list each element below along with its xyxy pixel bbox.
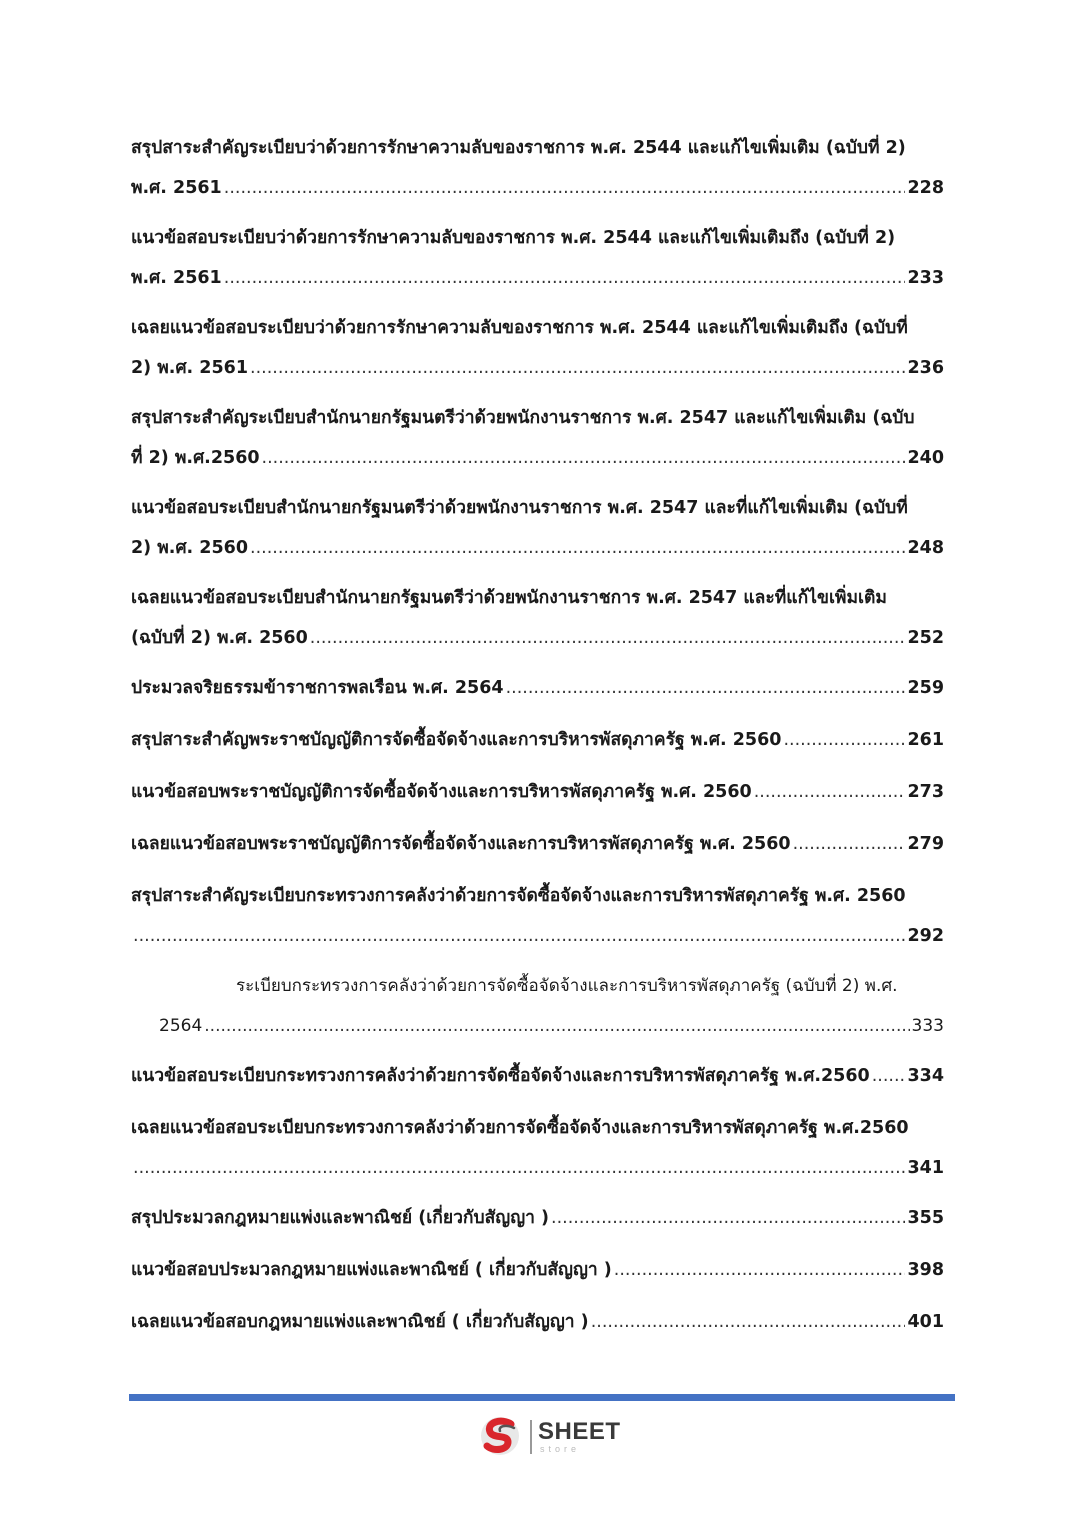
dot-leader bbox=[872, 1056, 906, 1096]
sheet-store-logo bbox=[478, 1414, 628, 1458]
toc-page-number: 279 bbox=[907, 834, 944, 854]
toc-entry-title: เฉลยแนวข้อสอบพระราชบัญญัติการจัดซื้อจัดจ้างและการบริหารพัสดุภาครัฐ พ.ศ. 2560 bbox=[131, 834, 791, 854]
toc-entry-title: เฉลยแนวข้อสอบกฎหมายแพ่งและพาณิชย์ ( เกี่ยวกับสัญญา ) bbox=[131, 1312, 589, 1332]
dot-leader bbox=[614, 1250, 906, 1290]
toc-entry-title: สรุปสาระสำคัญระเบียบกระทรวงการคลังว่าด้วยการจัดซื้อจัดจ้างและการบริหารพัสดุภาครัฐ พ.ศ. 2560 bbox=[131, 886, 906, 906]
toc-entry[interactable] bbox=[131, 772, 944, 812]
toc-entry[interactable] bbox=[131, 1302, 944, 1342]
dot-leader bbox=[783, 720, 905, 760]
toc-page-number: 233 bbox=[907, 268, 944, 288]
toc-page-number: 292 bbox=[907, 926, 944, 946]
toc-entry-title: เฉลยแนวข้อสอบระเบียบสำนักนายกรัฐมนตรีว่าด้วยพนักงานราชการ พ.ศ. 2547 และที่แก้ไขเพิ่มเติม bbox=[131, 588, 887, 608]
toc-page-number: 334 bbox=[907, 1066, 944, 1086]
toc-page-number: 261 bbox=[907, 730, 944, 750]
toc-entry-title-cont: พ.ศ. 2561 bbox=[131, 178, 222, 198]
toc-entry[interactable] bbox=[131, 1108, 944, 1188]
toc-entry-title-cont: (ฉบับที่ 2) พ.ศ. 2560 bbox=[131, 628, 308, 648]
toc-entry-title: แนวข้อสอบพระราชบัญญัติการจัดซื้อจัดจ้างและการบริหารพัสดุภาครัฐ พ.ศ. 2560 bbox=[131, 782, 752, 802]
toc-entry-title-cont: 2564 bbox=[159, 1016, 203, 1036]
logo-subtext: store bbox=[540, 1444, 581, 1454]
toc-page-number: 252 bbox=[907, 628, 944, 648]
dot-leader bbox=[224, 258, 906, 298]
toc-entry[interactable] bbox=[131, 668, 944, 708]
dot-leader bbox=[250, 528, 905, 568]
toc-entry[interactable] bbox=[131, 398, 944, 478]
toc-entry-title: แนวข้อสอบระเบียบว่าด้วยการรักษาความลับของราชการ พ.ศ. 2544 และแก้ไขเพิ่มเติมถึง (ฉบับที่ 2) bbox=[131, 228, 896, 248]
toc-entry[interactable] bbox=[131, 1056, 944, 1096]
toc-entry-title: เฉลยแนวข้อสอบระเบียบกระทรวงการคลังว่าด้วยการจัดซื้อจัดจ้างและการบริหารพัสดุภาครัฐ พ.ศ.2560 bbox=[131, 1118, 909, 1138]
toc-entry-title: ประมวลจริยธรรมข้าราชการพลเรือน พ.ศ. 2564 bbox=[131, 678, 504, 698]
dot-leader bbox=[133, 1148, 905, 1188]
toc-entry[interactable] bbox=[131, 824, 944, 864]
toc-page-number: 228 bbox=[907, 178, 944, 198]
toc-entry-title: ระเบียบกระทรวงการคลังว่าด้วยการจัดซื้อจัดจ้างและการบริหารพัสดุภาครัฐ (ฉบับที่ 2) พ.ศ. bbox=[236, 976, 898, 996]
toc-entry[interactable] bbox=[131, 1198, 944, 1238]
toc-page-number: 273 bbox=[907, 782, 944, 802]
toc-entry-title: สรุปประมวลกฎหมายแพ่งและพาณิชย์ (เกี่ยวกับสัญญา ) bbox=[131, 1208, 550, 1228]
dot-leader bbox=[224, 168, 906, 208]
toc-page-number: 355 bbox=[907, 1208, 944, 1228]
toc-page-number: 248 bbox=[907, 538, 944, 558]
toc-page-number: 236 bbox=[907, 358, 944, 378]
toc-entry-title-cont: ที่ 2) พ.ศ.2560 bbox=[131, 448, 260, 468]
toc-page-number: 401 bbox=[907, 1312, 944, 1332]
toc-entry-title-cont: 2) พ.ศ. 2560 bbox=[131, 538, 249, 558]
toc-entry[interactable] bbox=[131, 308, 944, 388]
dot-leader bbox=[204, 1006, 909, 1046]
footer-divider bbox=[129, 1394, 955, 1401]
toc-page-number: 398 bbox=[907, 1260, 944, 1280]
toc-entry-title-cont: 2) พ.ศ. 2561 bbox=[131, 358, 249, 378]
toc-entry[interactable] bbox=[131, 218, 944, 298]
toc-entry-title: สรุปสาระสำคัญระเบียบว่าด้วยการรักษาความลับของราชการ พ.ศ. 2544 และแก้ไขเพิ่มเติม (ฉบับที่ 2) bbox=[131, 138, 906, 158]
sheet-store-logo-mark-icon bbox=[478, 1414, 526, 1458]
toc-entry[interactable] bbox=[131, 578, 944, 658]
toc-page-number: 341 bbox=[907, 1158, 944, 1178]
logo-wordmark: SHEET bbox=[538, 1418, 621, 1445]
toc-page-number: 333 bbox=[911, 1016, 944, 1036]
dot-leader bbox=[754, 772, 906, 812]
toc-entry-title: แนวข้อสอบระเบียบสำนักนายกรัฐมนตรีว่าด้วยพนักงานราชการ พ.ศ. 2547 และที่แก้ไขเพิ่มเติม (ฉบับที่ bbox=[131, 498, 908, 518]
toc-entry-title: แนวข้อสอบระเบียบกระทรวงการคลังว่าด้วยการจัดซื้อจัดจ้างและการบริหารพัสดุภาครัฐ พ.ศ.2560 bbox=[131, 1066, 870, 1086]
dot-leader bbox=[310, 618, 906, 658]
dot-leader bbox=[551, 1198, 905, 1238]
dot-leader bbox=[793, 824, 906, 864]
toc-entry-title-cont: พ.ศ. 2561 bbox=[131, 268, 222, 288]
toc-page-number: 240 bbox=[907, 448, 944, 468]
toc-entry[interactable] bbox=[131, 720, 944, 760]
toc-entry[interactable] bbox=[131, 128, 944, 208]
table-of-contents bbox=[131, 128, 944, 1354]
toc-entry[interactable] bbox=[131, 966, 944, 1046]
dot-leader bbox=[591, 1302, 906, 1342]
toc-entry-title: สรุปสาระสำคัญระเบียบสำนักนายกรัฐมนตรีว่าด้วยพนักงานราชการ พ.ศ. 2547 และแก้ไขเพิ่มเติม (ฉบับ bbox=[131, 408, 915, 428]
toc-page-number: 259 bbox=[907, 678, 944, 698]
dot-leader bbox=[506, 668, 906, 708]
toc-entry-title: สรุปสาระสำคัญพระราชบัญญัติการจัดซื้อจัดจ้างและการบริหารพัสดุภาครัฐ พ.ศ. 2560 bbox=[131, 730, 782, 750]
dot-leader bbox=[262, 438, 906, 478]
toc-entry[interactable] bbox=[131, 1250, 944, 1290]
toc-entry-title: เฉลยแนวข้อสอบระเบียบว่าด้วยการรักษาความลับของราชการ พ.ศ. 2544 และแก้ไขเพิ่มเติมถึง (ฉบับที่ bbox=[131, 318, 908, 338]
toc-entry-title: แนวข้อสอบประมวลกฎหมายแพ่งและพาณิชย์ ( เกี่ยวกับสัญญา ) bbox=[131, 1260, 612, 1280]
logo-divider bbox=[530, 1420, 532, 1454]
dot-leader bbox=[133, 916, 905, 956]
dot-leader bbox=[250, 348, 905, 388]
toc-entry[interactable] bbox=[131, 488, 944, 568]
toc-entry[interactable] bbox=[131, 876, 944, 956]
